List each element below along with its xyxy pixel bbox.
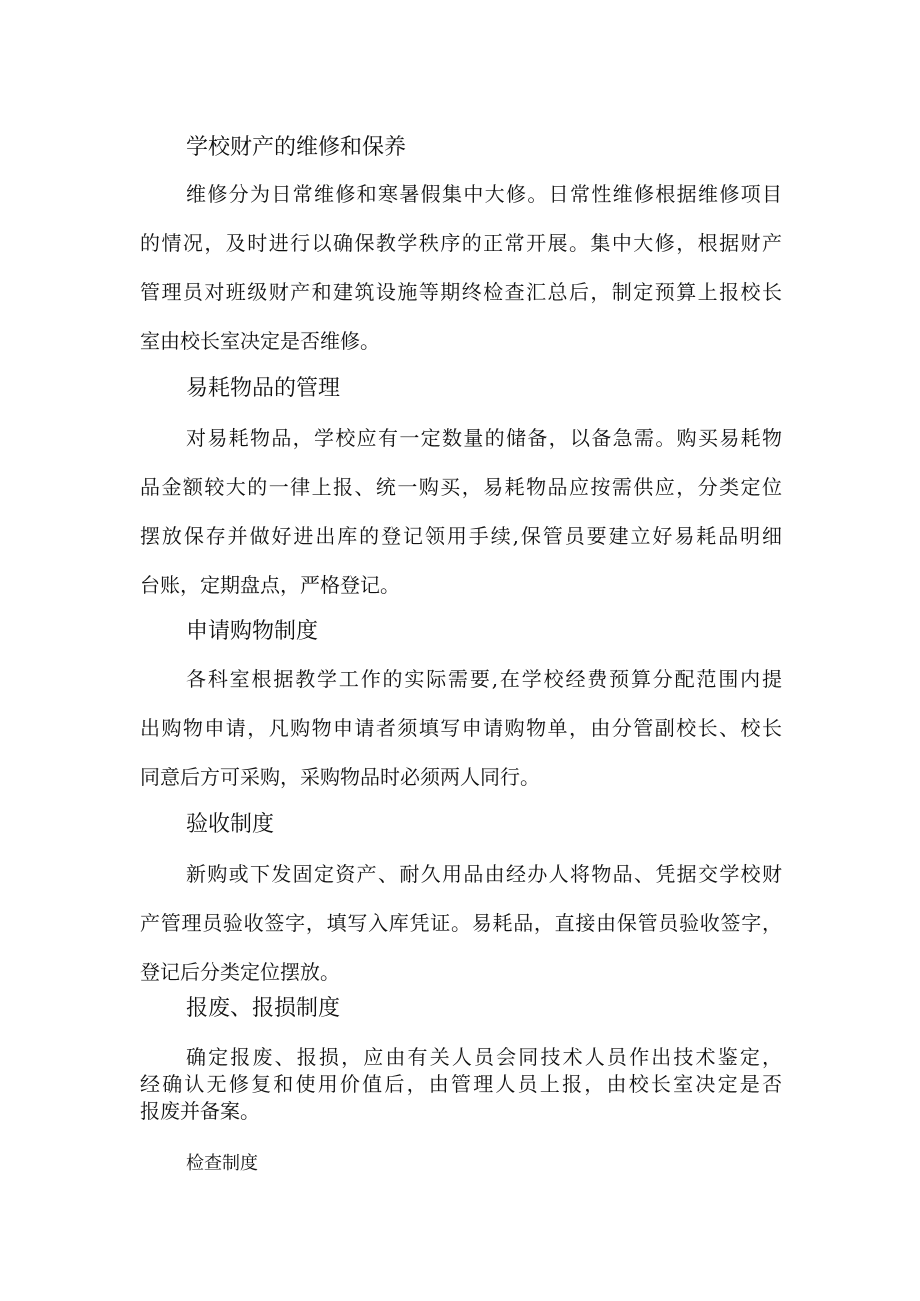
paragraph-line: 报废并备案。 — [140, 1099, 260, 1123]
paragraph-line: 确定报废、报损，应由有关人员会同技术人员作出技术鉴定， — [186, 1045, 782, 1069]
paragraph-line: 台账，定期盘点，严格登记。 — [140, 573, 400, 597]
paragraph-line: 摆放保存并做好进出库的登记领用手续,保管员要建立好易耗品明细 — [140, 524, 782, 548]
paragraph-line: 产管理员验收签字，填写入库凭证。易耗品，直接由保管员验收签字， — [140, 911, 782, 935]
section-heading-consumables: 易耗物品的管理 — [186, 376, 341, 401]
paragraph-line: 出购物申请，凡购物申请者须填写申请购物单，由分管副校长、校长 — [140, 716, 782, 740]
section-body-maintenance — [140, 170, 782, 366]
section-body-scrap — [140, 1044, 782, 1125]
paragraph-line: 管理员对班级财产和建筑设施等期终检查汇总后，制定预算上报校长 — [140, 280, 782, 304]
paragraph-line: 登记后分类定位摆放。 — [140, 960, 340, 984]
paragraph-line: 同意后方可采购，采购物品时必须两人同行。 — [140, 765, 540, 789]
section-heading-purchase-request: 申请购物制度 — [186, 619, 319, 644]
section-body-acceptance — [140, 850, 782, 997]
paragraph-line: 的情况，及时进行以确保教学秩序的正常开展。集中大修，根据财产 — [140, 231, 782, 255]
paragraph-line: 维修分为日常维修和寒暑假集中大修。日常性维修根据维修项目 — [186, 182, 782, 206]
paragraph-line: 对易耗物品，学校应有一定数量的储备，以备急需。购买易耗物 — [186, 426, 782, 450]
paragraph-line: 经确认无修复和使用价值后，由管理人员上报，由校长室决定是否 — [140, 1072, 782, 1096]
section-heading-acceptance: 验收制度 — [186, 812, 275, 837]
paragraph-line: 新购或下发固定资产、耐久用品由经办人将物品、凭据交学校财 — [186, 862, 782, 886]
section-body-purchase-request — [140, 655, 782, 802]
section-heading-maintenance: 学校财产的维修和保养 — [186, 135, 407, 160]
paragraph-line: 品金额较大的一律上报、统一购买，易耗物品应按需供应，分类定位 — [140, 475, 782, 499]
paragraph-line: 各科室根据教学工作的实际需要,在学校经费预算分配范围内提 — [186, 667, 782, 691]
paragraph-line: 室由校长室决定是否维修。 — [140, 329, 380, 353]
section-heading-inspection: 检查制度 — [186, 1153, 258, 1174]
section-body-consumables — [140, 414, 782, 610]
section-heading-scrap: 报废、报损制度 — [186, 996, 341, 1021]
